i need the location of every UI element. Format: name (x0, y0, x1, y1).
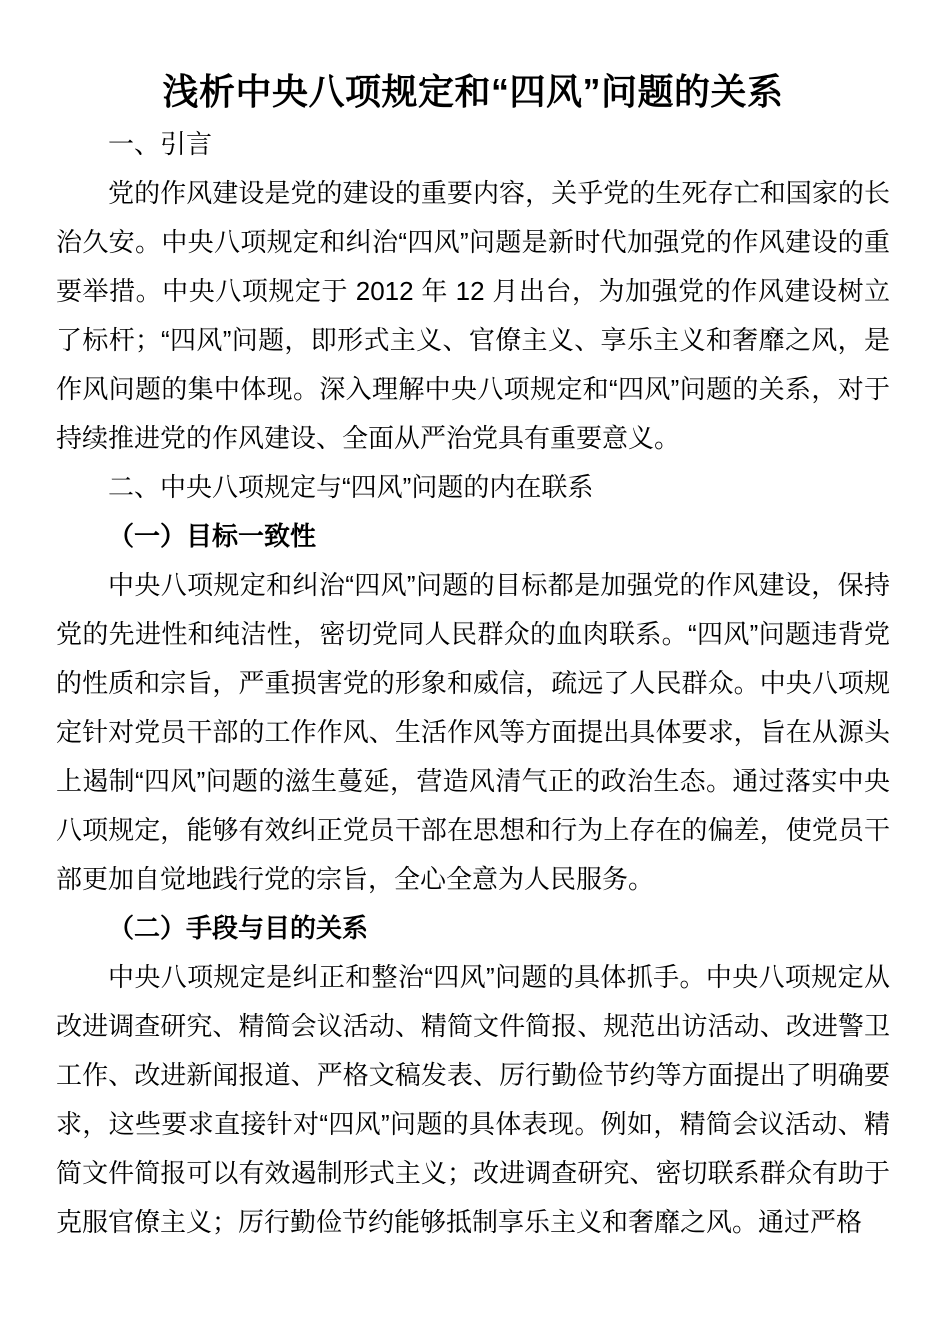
paragraph-introduction: 党的作风建设是党的建设的重要内容，关乎党的生死存亡和国家的长治久安。中央八项规定和纠治“四风”问题是新时代加强党的作风建设的重要举措。中央八项规定于 2012 年 12 月出台，为加强党的作风建设树立了标杆；“四风”问题，即形式主义、官僚主义、享乐主义和奢靡之风，是作风问题的集中体现。深入理解中央八项规定和“四风”问题的关系，对于持续推进党的作风建设、全面从严治党具有重要意义。 (56, 178, 890, 453)
subsection-heading-goal-consistency: （一）目标一致性 (108, 521, 317, 551)
section-heading-introduction: 一、引言 (108, 129, 213, 159)
paragraph-goal-consistency: 中央八项规定和纠治“四风”问题的目标都是加强党的作风建设，保持党的先进性和纯洁性，密切党同人民群众的血肉联系。“四风”问题违背党的性质和宗旨，严重损害党的形象和威信，疏远了人民群众。中央八项规定针对党员干部的工作作风、生活作风等方面提出具体要求，旨在从源头上遏制“四风”问题的滋生蔓延，营造风清气正的政治生态。通过落实中央八项规定，能够有效纠正党员干部在思想和行为上存在的偏差，使党员干部更加自觉地践行党的宗旨，全心全意为人民服务。 (56, 570, 890, 894)
section-heading-internal-relation: 二、中央八项规定与“四风”问题的内在联系 (108, 472, 594, 502)
document-title: 浅析中央八项规定和“四风”问题的关系 (162, 71, 784, 112)
paragraph-means-and-ends: 中央八项规定是纠正和整治“四风”问题的具体抓手。中央八项规定从改进调查研究、精简会议活动、精简文件简报、规范出访活动、改进警卫工作、改进新闻报道、严格文稿发表、厉行勤俭节约等方面提出了明确要求，这些要求直接针对“四风”问题的具体表现。例如，精简会议活动、精简文件简报可以有效遏制形式主义；改进调查研究、密切联系群众有助于克服官僚主义；厉行勤俭节约能够抵制享乐主义和奢靡之风。通过严格 (56, 962, 890, 1237)
subsection-heading-means-and-ends: （二）手段与目的关系 (108, 913, 369, 943)
